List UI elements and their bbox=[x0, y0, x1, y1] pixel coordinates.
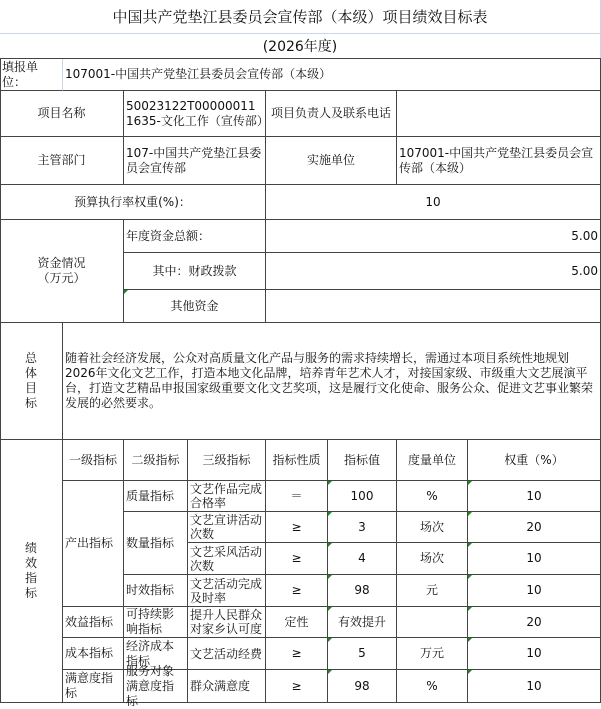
nature-cell: 定性 bbox=[266, 607, 328, 638]
cell-marker-icon bbox=[328, 512, 332, 516]
level3-cell: 文艺活动完成及时率 bbox=[188, 575, 266, 607]
weight-cell: 10 bbox=[468, 638, 601, 670]
nature-cell: ≥ bbox=[266, 512, 328, 543]
funds-unit: （万元） bbox=[37, 271, 86, 285]
perf-label-char: 效 bbox=[24, 556, 37, 570]
level1-benefit: 效益指标 bbox=[63, 607, 124, 638]
cell-marker-icon bbox=[328, 481, 332, 485]
other-funds-value bbox=[266, 290, 601, 323]
cell-marker-icon bbox=[328, 638, 332, 642]
other-funds-label: 其他资金 bbox=[124, 290, 266, 323]
goal-label-char: 标 bbox=[24, 396, 37, 410]
value-cell: 4 bbox=[328, 543, 397, 575]
level3-cell: 文艺采风活动次数 bbox=[188, 543, 266, 575]
year-subtitle: (2026年度) bbox=[0, 34, 601, 59]
goal-label-char: 体 bbox=[24, 366, 37, 380]
level3-cell: 文艺活动经费 bbox=[188, 638, 266, 670]
perf-label-char: 绩 bbox=[24, 541, 37, 555]
funds-label-text: 资金情况 bbox=[37, 256, 86, 270]
unit-cell: % bbox=[397, 481, 468, 512]
level2-economic-cost: 经济成本指标 bbox=[124, 638, 188, 670]
level1-cost: 成本指标 bbox=[63, 638, 124, 670]
header-weight: 权重（%） bbox=[468, 440, 601, 481]
unit-cell: 元 bbox=[397, 575, 468, 607]
unit-cell: 万元 bbox=[397, 638, 468, 670]
goal-label bbox=[0, 323, 63, 440]
level3-cell: 文艺作品完成合格率 bbox=[188, 481, 266, 512]
value-cell: 有效提升 bbox=[328, 607, 397, 638]
filler-label: 填报单位： bbox=[0, 59, 63, 91]
goal-label-char: 目 bbox=[24, 381, 37, 395]
level1-output: 产出指标 bbox=[63, 481, 124, 607]
weight-cell: 10 bbox=[468, 670, 601, 703]
fiscal-funds-value: 5.00 bbox=[266, 253, 601, 290]
cell-marker-icon bbox=[468, 543, 472, 547]
level3-cell: 提升人民群众对家乡认可度 bbox=[188, 607, 266, 638]
unit-cell: 场次 bbox=[397, 543, 468, 575]
value-cell: 100 bbox=[328, 481, 397, 512]
nature-cell: ≥ bbox=[266, 575, 328, 607]
weight-cell: 10 bbox=[468, 481, 601, 512]
perf-label bbox=[0, 440, 63, 703]
header-level2: 二级指标 bbox=[124, 440, 188, 481]
value-cell: 98 bbox=[328, 670, 397, 703]
fiscal-funds-label: 其中：财政拨款 bbox=[124, 253, 266, 290]
total-funds-label: 年度资金总额： bbox=[124, 220, 266, 253]
header-nature: 指标性质 bbox=[266, 440, 328, 481]
funds-label bbox=[0, 220, 124, 323]
owner-label: 项目负责人及联系电话 bbox=[266, 91, 397, 137]
cell-marker-icon bbox=[468, 481, 472, 485]
cell-marker-icon bbox=[468, 670, 472, 674]
filler-value: 107001-中国共产党垫江县委员会宣传部（本级） bbox=[63, 59, 601, 91]
header-level1: 一级指标 bbox=[63, 440, 124, 481]
total-funds-value: 5.00 bbox=[266, 220, 601, 253]
impl-value: 107001-中国共产党垫江县委员会宣传部（本级） bbox=[397, 137, 601, 185]
cell-marker-icon bbox=[124, 290, 128, 294]
cell-marker-icon bbox=[328, 607, 332, 611]
cell-marker-icon bbox=[328, 543, 332, 547]
header-unit: 度量单位 bbox=[397, 440, 468, 481]
impl-label: 实施单位 bbox=[266, 137, 397, 185]
weight-cell: 20 bbox=[468, 607, 601, 638]
perf-label-char: 标 bbox=[24, 586, 37, 600]
level2-sustainable: 可持续影响指标 bbox=[124, 607, 188, 638]
value-cell: 5 bbox=[328, 638, 397, 670]
cell-marker-icon bbox=[468, 512, 472, 516]
nature-cell: ≥ bbox=[266, 638, 328, 670]
level2-quantity: 数量指标 bbox=[124, 512, 188, 575]
budget-weight-value: 10 bbox=[266, 185, 601, 220]
nature-cell: ≥ bbox=[266, 543, 328, 575]
header-level3: 三级指标 bbox=[188, 440, 266, 481]
value-cell: 3 bbox=[328, 512, 397, 543]
dept-value: 107-中国共产党垫江县委员会宣传部 bbox=[124, 137, 266, 185]
weight-cell: 20 bbox=[468, 512, 601, 543]
level3-cell: 文艺宣讲活动次数 bbox=[188, 512, 266, 543]
value-cell: 98 bbox=[328, 575, 397, 607]
level2-service-satisfaction: 服务对象满意度指标 bbox=[124, 670, 188, 703]
cell-marker-icon bbox=[328, 670, 332, 674]
owner-value bbox=[397, 91, 601, 137]
project-name-label: 项目名称 bbox=[0, 91, 124, 137]
level3-cell: 群众满意度 bbox=[188, 670, 266, 703]
goal-label-char: 总 bbox=[24, 351, 37, 365]
level2-timeliness: 时效指标 bbox=[124, 575, 188, 607]
page-title: 中国共产党垫江县委员会宣传部（本级）项目绩效目标表 bbox=[0, 0, 601, 34]
cell-marker-icon bbox=[468, 575, 472, 579]
cell-marker-icon bbox=[468, 638, 472, 642]
nature-cell: ＝ bbox=[266, 481, 328, 512]
perf-label-char: 指 bbox=[24, 571, 37, 585]
dept-label: 主管部门 bbox=[0, 137, 124, 185]
weight-cell: 10 bbox=[468, 543, 601, 575]
level2-quality: 质量指标 bbox=[124, 481, 188, 512]
level1-satisfaction: 满意度指标 bbox=[63, 670, 124, 703]
unit-cell bbox=[397, 607, 468, 638]
cell-marker-icon bbox=[468, 607, 472, 611]
nature-cell: ≥ bbox=[266, 670, 328, 703]
budget-weight-label: 预算执行率权重(%)： bbox=[0, 185, 266, 220]
goal-text: 随着社会经济发展，公众对高质量文化产品与服务的需求持续增长，需通过本项目系统性地规划2026年文化文艺工作，打造本地文化品牌，培养青年艺术人才，对接国家级、市级重大文艺展演平台，打造文艺精品申报国家级重要文化文艺奖项，这是履行文化使命、服务公众、促进文艺事业繁荣发展的必然要求。 bbox=[63, 323, 601, 440]
weight-cell: 10 bbox=[468, 575, 601, 607]
cell-marker-icon bbox=[328, 575, 332, 579]
project-name-value: 50023122T000000111635-文化工作（宣传部） bbox=[124, 91, 266, 137]
unit-cell: % bbox=[397, 670, 468, 703]
unit-cell: 场次 bbox=[397, 512, 468, 543]
header-value: 指标值 bbox=[328, 440, 397, 481]
